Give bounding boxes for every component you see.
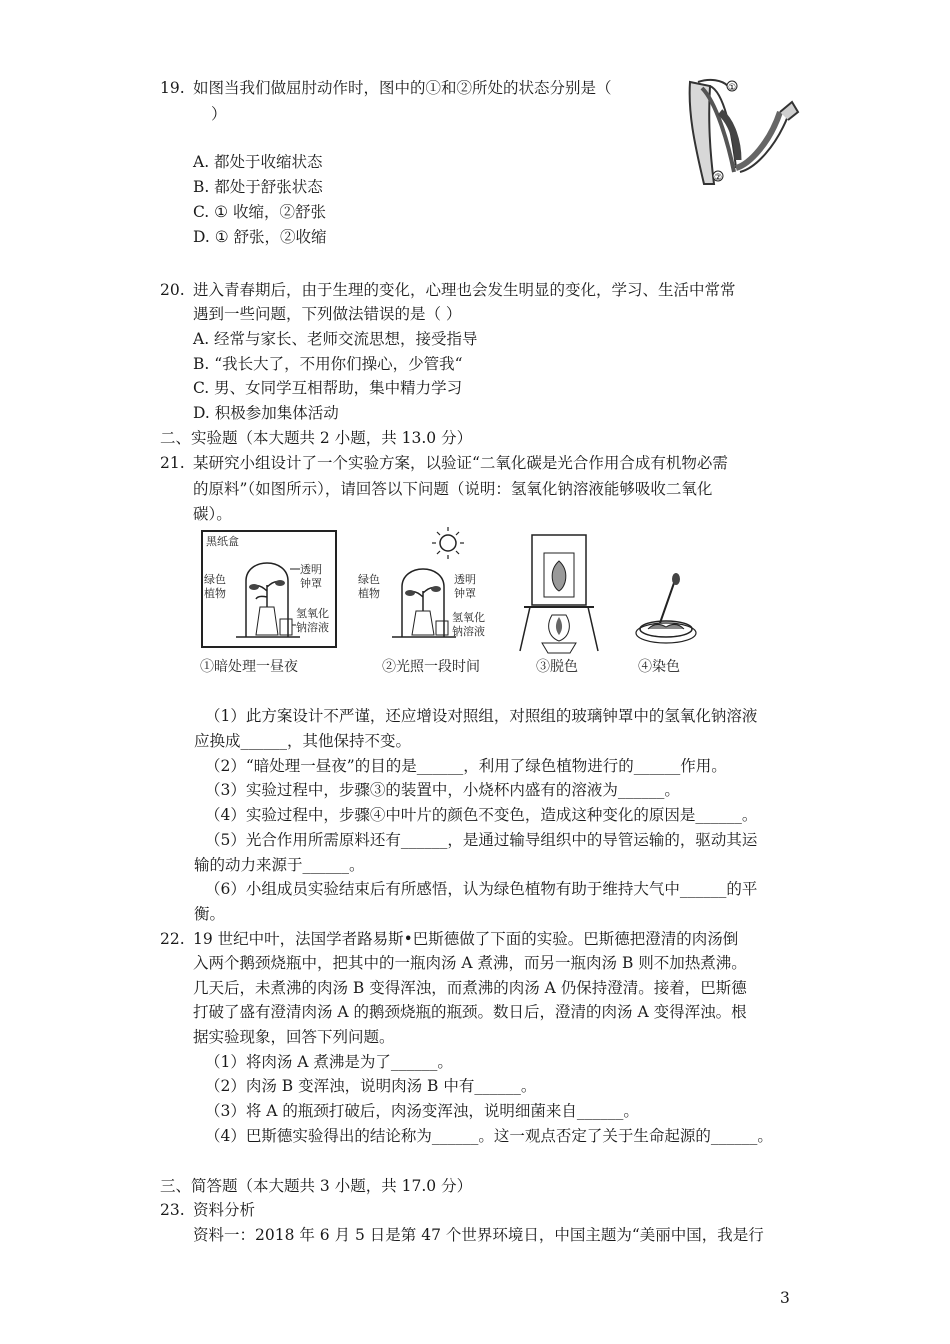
q22-number: 22. (160, 930, 185, 948)
q23-title: 资料分析 (193, 1201, 256, 1219)
q20-option-d: D. 积极参加集体活动 (193, 404, 339, 422)
q21-stem-line1: 某研究小组设计了一个实验方案，以验证“二氧化碳是光合作用合成有机物必需 (193, 454, 728, 472)
cover-label-1a: 透明 (300, 563, 322, 576)
q22-sub1: （1）将肉汤 A 煮沸是为了______。 (205, 1053, 453, 1071)
q22-stem-line5: 据实验现象，回答下列问题。 (193, 1028, 395, 1046)
q21-sub3: （3）实验过程中，步骤③的装置中，小烧杯内盛有的溶液为______。 (205, 781, 680, 799)
q20-stem-line1: 进入青春期后，由于生理的变化，心理也会发生明显的变化，学习、生活中常常 (193, 281, 736, 299)
q22-stem-line3: 几天后，未煮沸的肉汤 B 变得浑浊，而煮沸的肉汤 A 仍保持澄清。接着，巴斯德 (193, 979, 747, 997)
q22-stem-line4: 打破了盛有澄清肉汤 A 的鹅颈烧瓶的瓶颈。数日后，澄清的肉汤 A 变得浑浊。根 (193, 1003, 747, 1021)
q21-sub5-line2: 输的动力来源于______。 (194, 856, 365, 874)
q19-option-b: B. 都处于舒张状态 (193, 178, 323, 196)
q21-sub4: （4）实验过程中，步骤④中叶片的颜色不变色，造成这种变化的原因是______。 (205, 806, 758, 824)
q19-option-d: D. ① 舒张，②收缩 (193, 228, 327, 246)
q19-stem: 如图当我们做屈肘动作时，图中的①和②所处的状态分别是（ (193, 79, 612, 97)
cover-label-2b: 钟罩 (454, 587, 476, 600)
q22-stem-line1: 19 世纪中叶，法国学者路易斯•巴斯德做了下面的实验。巴斯德把澄清的肉汤倒 (193, 930, 739, 948)
naoh-label-1b: 钠溶液 (296, 621, 329, 634)
q21-sub1-line2: 应换成______，其他保持不变。 (194, 732, 412, 750)
q20-option-c: C. 男、女同学互相帮助，集中精力学习 (193, 379, 463, 397)
q20-option-b: B. “我长大了，不用你们操心，少管我“ (193, 355, 463, 373)
q21-sub2: （2）“暗处理一昼夜”的目的是______，利用了绿色植物进行的______作用。 (205, 757, 727, 775)
q23-material-line1: 资料一：2018 年 6 月 5 日是第 47 个世界环境日，中国主题为“美丽中国，我是行 (193, 1226, 764, 1244)
black-box-label: 黑纸盒 (206, 535, 239, 548)
q21-stem-line3: 碳）。 (193, 505, 232, 523)
q19-stem-close: ） (211, 105, 227, 123)
q19-number: 19. (160, 79, 185, 97)
cover-label-1b: 钟罩 (300, 577, 322, 590)
q21-stem-line2: 的原料”（如图所示），请回答以下问题（说明：氢氧化钠溶液能够吸收二氧化 (193, 480, 713, 498)
q19-option-c: C. ① 收缩，②舒张 (193, 203, 326, 221)
plant-label-1a: 绿色 (204, 573, 226, 586)
caption-stain: ④染色 (638, 659, 680, 675)
q20-stem-line2: 遇到一些问题，下列做法错误的是（ ） (193, 305, 462, 323)
caption-decolor: ③脱色 (536, 659, 578, 675)
arm-label-1: ① (727, 83, 737, 93)
q22-stem-line2: 入两个鹅颈烧瓶中，把其中的一瓶肉汤 A 煮沸，而另一瓶肉汤 B 则不加热煮沸。 (193, 954, 747, 972)
plant-label-1b: 植物 (204, 587, 226, 600)
q22-sub2: （2）肉汤 B 变浑浊，说明肉汤 B 中有______。 (205, 1077, 537, 1095)
q22-sub4: （4）巴斯德实验得出的结论称为______。这一观点否定了关于生命起源的______。 (205, 1127, 773, 1145)
section-2-heading: 二、实验题（本大题共 2 小题，共 13.0 分） (160, 429, 473, 447)
cover-label-2a: 透明 (454, 573, 476, 586)
naoh-label-2a: 氢氧化 (452, 611, 485, 624)
caption-dark-treatment: ①暗处理一昼夜 (200, 659, 298, 675)
naoh-label-2b: 钠溶液 (452, 625, 485, 638)
q21-sub1-line1: （1）此方案设计不严谨，还应增设对照组，对照组的玻璃钟罩中的氢氧化钠溶液 (205, 707, 758, 725)
q20-number: 20. (160, 281, 185, 299)
plant-label-2a: 绿色 (358, 573, 380, 586)
q21-number: 21. (160, 454, 185, 472)
section-3-heading: 三、简答题（本大题共 3 小题，共 17.0 分） (160, 1177, 473, 1195)
naoh-label-1a: 氢氧化 (296, 607, 329, 620)
q21-sub5-line1: （5）光合作用所需原料还有______，是通过输导组织中的导管运输的，驱动其运 (205, 831, 758, 849)
q21-sub6-line1: （6）小组成员实验结束后有所感悟，认为绿色植物有助于维持大气中______的平 (205, 880, 758, 898)
q23-number: 23. (160, 1201, 185, 1219)
q20-option-a: A. 经常与家长、老师交流思想，接受指导 (193, 330, 478, 348)
caption-light: ②光照一段时间 (382, 659, 480, 675)
q22-sub3: （3）将 A 的瓶颈打破后，肉汤变浑浊，说明细菌来自______。 (205, 1102, 639, 1120)
arm-muscle-figure (680, 72, 806, 188)
q19-option-a: A. 都处于收缩状态 (193, 153, 323, 171)
page-number: 3 (780, 1289, 790, 1307)
q21-sub6-line2: 衡。 (194, 905, 226, 923)
arm-label-2: ② (713, 173, 723, 183)
plant-label-2b: 植物 (358, 587, 380, 600)
photosynthesis-experiment-figure (196, 525, 716, 680)
